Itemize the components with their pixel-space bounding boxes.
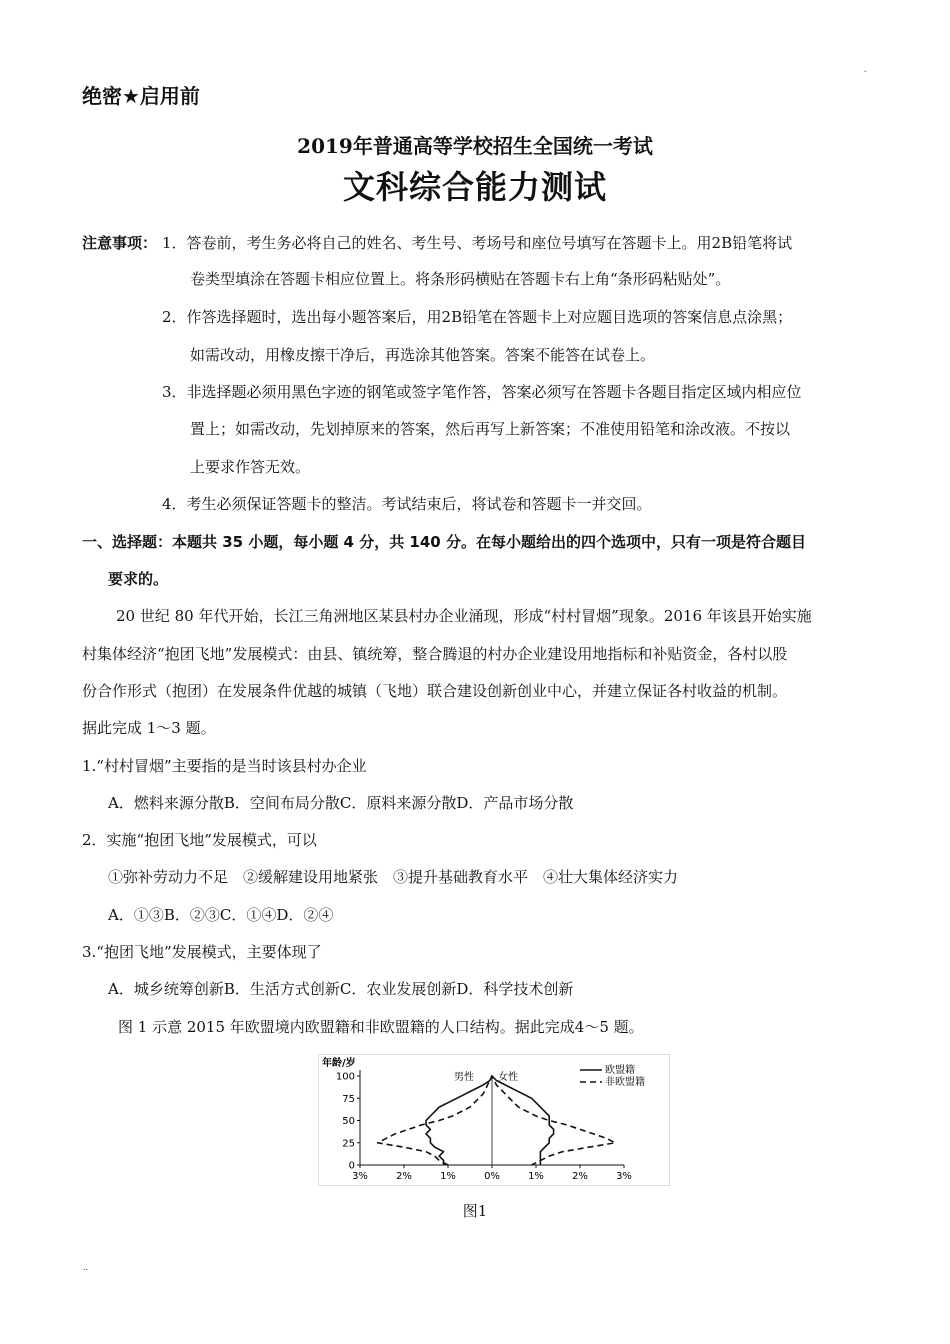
female-label: 女性 [498,1072,518,1083]
population-pyramid-chart [318,1054,670,1186]
passage-1-line-3: 份合作形式（抱团）在发展条件优越的城镇（飞地）联合建设创新创业中心，并建立保证各村收益的机制。 [82,682,788,700]
y-tick-label: 100 [335,1071,355,1083]
instruction-2-line-1: 2．作答选择题时，选出每小题答案后，用2B铅笔在答题卡上对应题目选项的答案信息点涂黑； [162,308,793,326]
figure-caption: 图1 [462,1202,488,1220]
instruction-3-line-1: 3．非选择题必须用黑色字迹的钢笔或签字笔作答，答案必须写在答题卡各题目指定区域内相应位 [162,383,802,401]
exam-title: 2019年普通高等学校招生全国统一考试 [297,134,653,158]
instruction-3-line-2: 置上；如需改动，先划掉原来的答案，然后再写上新答案；不准使用铅笔和涂改液。不按以 [190,420,791,438]
corner-mark-top: . [864,64,867,75]
y-axis-title: 年龄/岁 [322,1058,356,1069]
y-tick-label: 25 [342,1138,355,1150]
y-tick-label: 0 [348,1160,355,1172]
x-tick-label: 3% [616,1171,632,1182]
y-tick-label: 75 [342,1093,355,1105]
question-1-stem: 1.“村村冒烟”主要指的是当时该县村办企业 [82,757,367,775]
x-tick-label: 0% [484,1171,500,1182]
question-3-stem: 3.“抱团飞地”发展模式，主要体现了 [82,943,322,961]
x-tick-label: 1% [440,1171,456,1182]
population-pyramid-figure [318,1054,670,1186]
instruction-3-line-3: 上要求作答无效。 [190,458,311,476]
instruction-2-line-2: 如需改动，用橡皮擦干净后，再选涂其他答案。答案不能答在试卷上。 [190,346,656,364]
question-1-options: A．燃料来源分散B．空间布局分散C．原料来源分散D．产品市场分散 [108,794,574,812]
passage-1-line-1: 20 世纪 80 年代开始，长江三角洲地区某县村办企业涌现，形成“村村冒烟”现象。2016 年该县开始实施 [116,607,812,625]
question-2-statements: ①弥补劳动力不足 ②缓解建设用地紧张 ③提升基础教育水平 ④壮大集体经济实力 [108,868,679,886]
question-3-options: A．城乡统筹创新B．生活方式创新C．农业发展创新D．科学技术创新 [108,980,574,998]
instruction-1-line-2: 卷类型填涂在答题卡相应位置上。将条形码横贴在答题卡右上角“条形码粘贴处”。 [190,270,731,288]
instruction-4: 4．考生必须保证答题卡的整洁。考试结束后，将试卷和答题卡一并交回。 [162,495,652,513]
page-title: 文科综合能力测试 [342,168,607,206]
secret-label: 绝密★启用前 [82,84,200,108]
question-2-options: A．①③B．②③C．①④D．②④ [108,906,334,924]
instructions-label: 注意事项： [82,234,158,252]
x-tick-label: 1% [528,1171,544,1182]
corner-mark-bottom: .. [83,1262,88,1273]
passage-1-line-4: 据此完成 1～3 题。 [82,719,216,737]
x-tick-label: 2% [572,1171,588,1182]
legend-non-eu-label: 非欧盟籍 [605,1077,645,1088]
section-1-line-1: 一、选择题：本题共 35 小题，每小题 4 分，共 140 分。在每小题给出的四个选项中，只有一项是符合题目 [82,533,806,551]
question-2-stem: 2．实施“抱团飞地”发展模式，可以 [82,831,317,849]
x-tick-label: 2% [396,1171,412,1182]
legend-eu-label: 欧盟籍 [605,1065,635,1076]
section-1-line-2: 要求的。 [108,570,169,588]
male-label: 男性 [454,1072,474,1083]
y-tick-label: 50 [342,1116,355,1127]
passage-1-line-2: 村集体经济“抱团飞地”发展模式：由县、镇统筹，整合腾退的村办企业建设用地指标和补贴资金，各村以股 [82,645,788,663]
instruction-1-line-1: 1．答卷前，考生务必将自己的姓名、考生号、考场号和座位号填写在答题卡上。用2B铅笔将试 [162,234,793,252]
passage-2: 图 1 示意 2015 年欧盟境内欧盟籍和非欧盟籍的人口结构。据此完成4～5 题。 [118,1018,644,1036]
x-tick-label: 3% [352,1171,368,1182]
